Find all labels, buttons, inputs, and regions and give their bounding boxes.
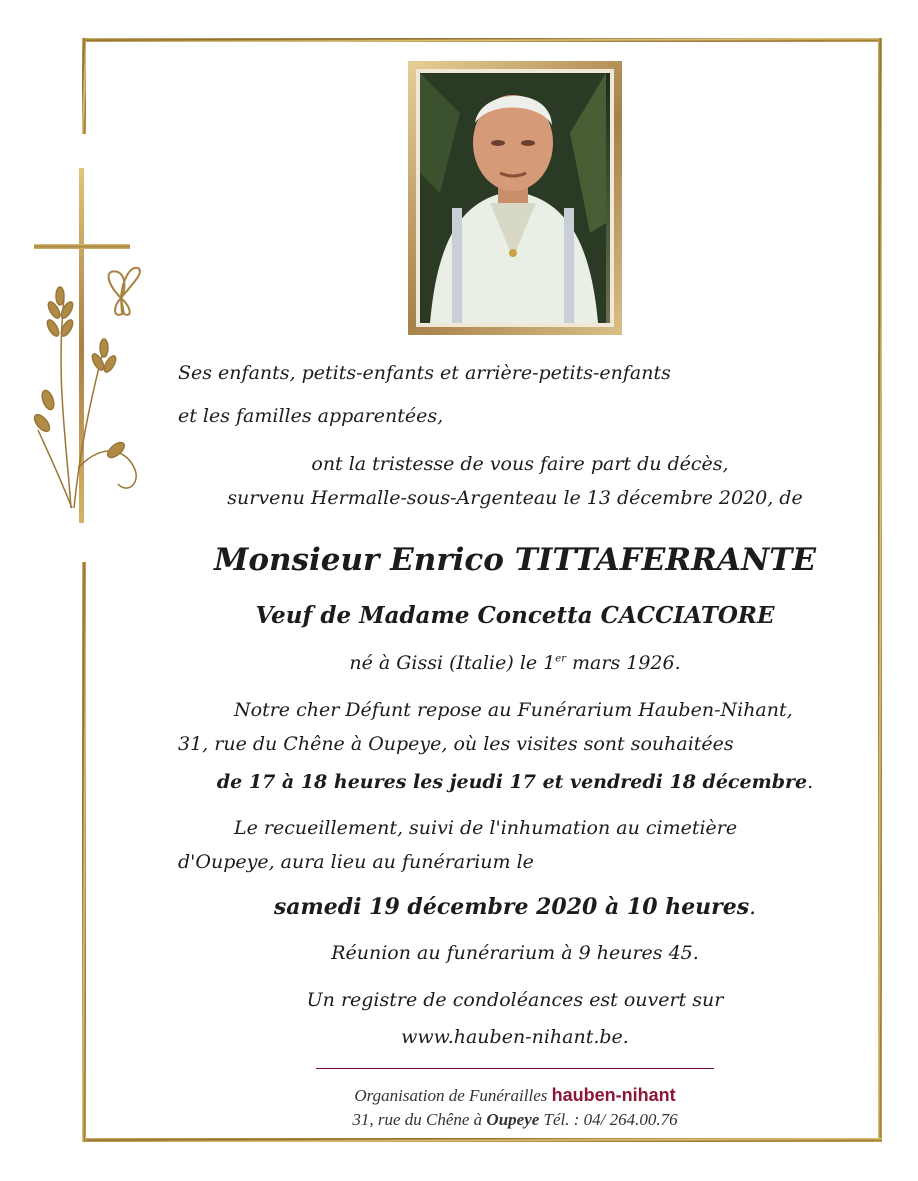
portrait-photo bbox=[420, 73, 610, 323]
footer-address: 31, rue du Chêne à Oupeye Tél. : 04/ 264.00.76 bbox=[352, 1110, 678, 1129]
condolences-line: Un registre de condoléances est ouvert sur bbox=[306, 989, 724, 1011]
portrait-frame bbox=[408, 61, 622, 335]
footer-divider bbox=[316, 1068, 714, 1069]
ceremony-date: samedi 19 décembre 2020 à 10 heures. bbox=[273, 894, 757, 920]
meeting-line: Réunion au funérarium à 9 heures 45. bbox=[331, 942, 699, 964]
intro-line-3: ont la tristesse de vous faire part du décès, bbox=[311, 453, 729, 475]
widow-line: Veuf de Madame Concetta CACCIATORE bbox=[255, 602, 775, 629]
intro-line-4: survenu Hermalle-sous-Argenteau le 13 décembre 2020, de bbox=[227, 487, 803, 509]
intro-line-1: Ses enfants, petits-enfants et arrière-petits-enfants bbox=[178, 362, 671, 384]
deceased-name: Monsieur Enrico TITTAFERRANTE bbox=[214, 542, 816, 578]
visits-line-1: Notre cher Défunt repose au Funérarium Hauben-Nihant, bbox=[234, 699, 793, 721]
intro-line-2: et les familles apparentées, bbox=[178, 405, 444, 427]
ceremony-line-2: d'Oupeye, aura lieu au funérarium le bbox=[178, 851, 534, 873]
footer-organisation: Organisation de Funérailles hauben-nihant bbox=[354, 1085, 676, 1105]
cross-ornament bbox=[26, 168, 156, 528]
visits-line-3: de 17 à 18 heures les jeudi 17 et vendredi 18 décembre. bbox=[216, 771, 814, 793]
visits-line-2: 31, rue du Chêne à Oupeye, où les visites sont souhaitées bbox=[178, 733, 734, 755]
birth-line: né à Gissi (Italie) le 1er mars 1926. bbox=[349, 652, 681, 674]
butterfly-icon bbox=[109, 268, 140, 315]
cross-icon bbox=[34, 168, 130, 523]
ceremony-line-1: Le recueillement, suivi de l'inhumation au cimetière bbox=[234, 817, 738, 839]
condolences-url[interactable]: www.hauben-nihant.be. bbox=[401, 1026, 629, 1048]
brand-logo: hauben-nihant bbox=[551, 1085, 676, 1105]
